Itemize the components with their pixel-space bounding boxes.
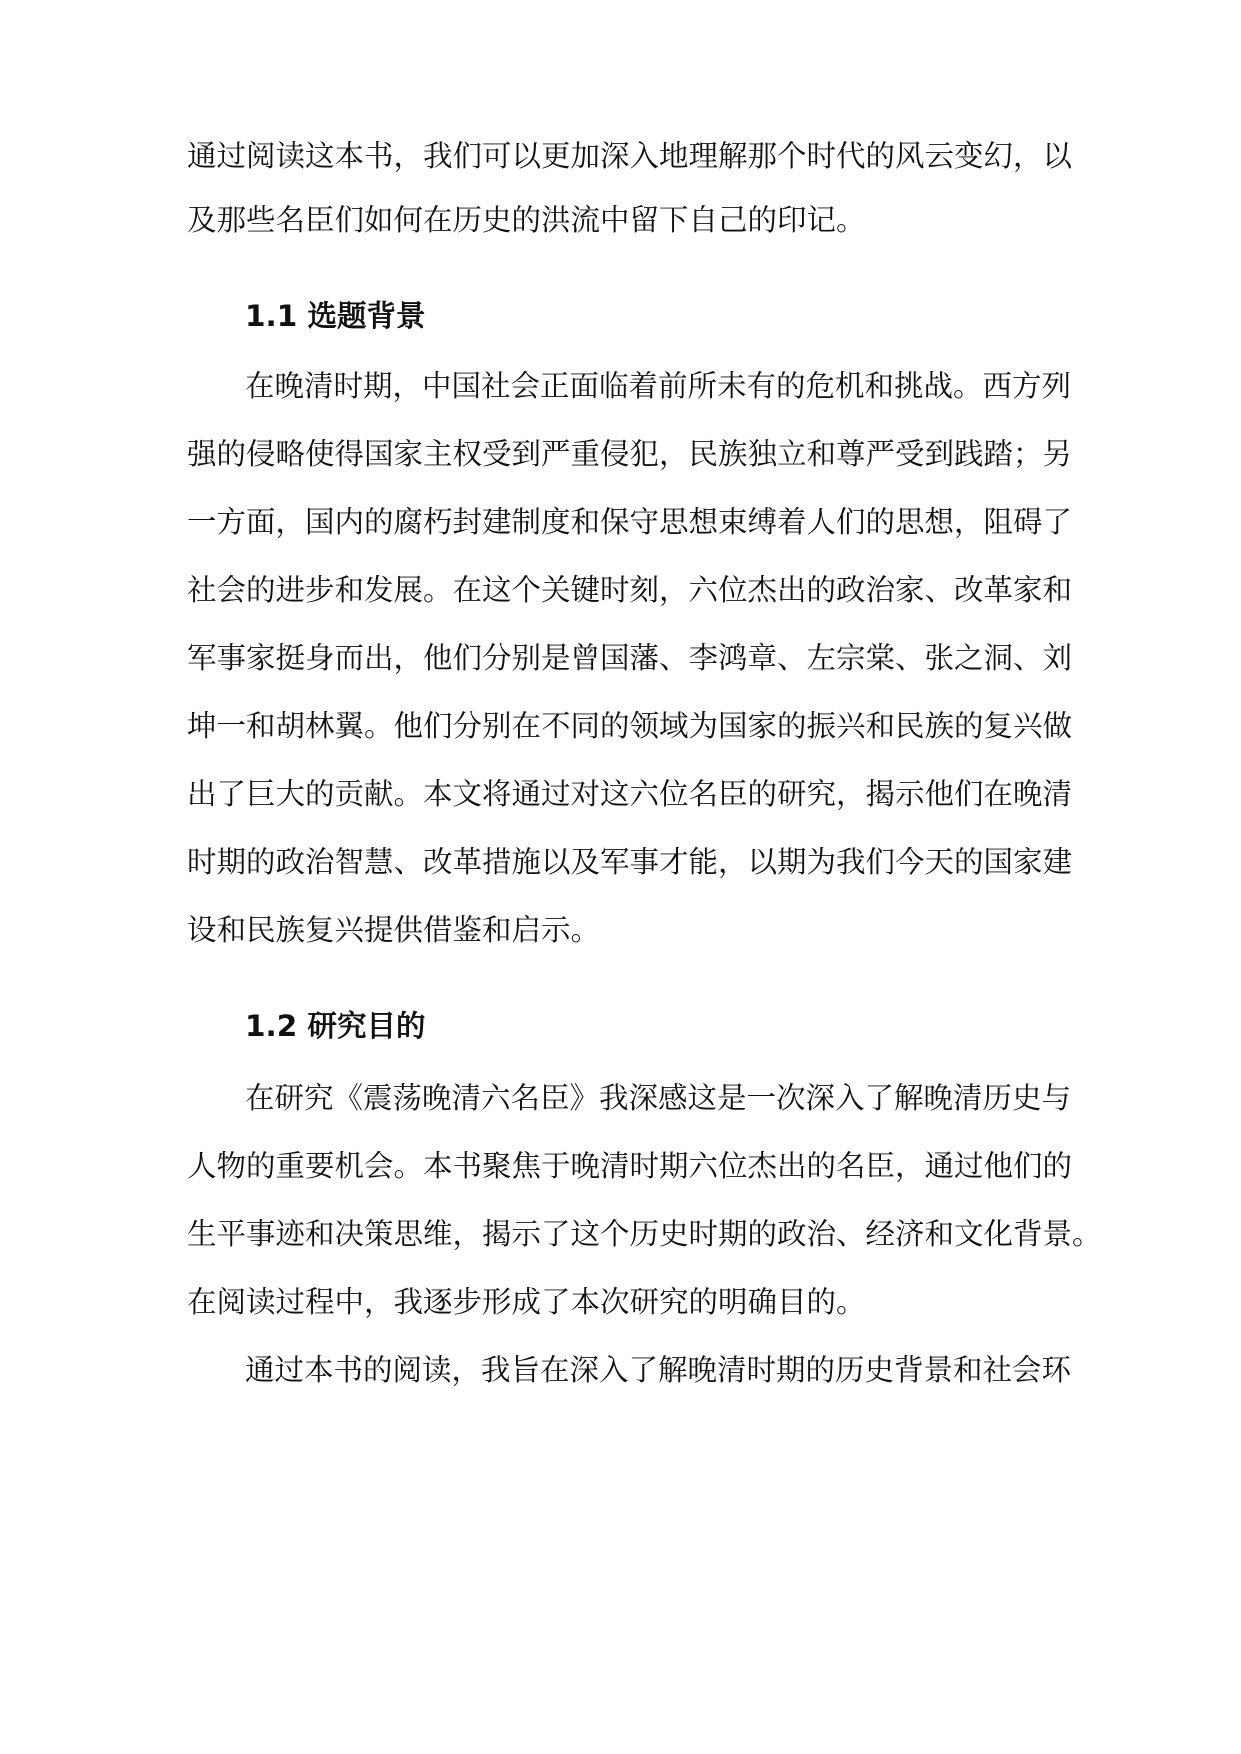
section-1-1-line-5: 军事家挺身而出，他们分别是曾国藩、李鸿章、左宗棠、张之洞、刘 bbox=[187, 641, 1073, 675]
section-heading-1-1: 1.1 选题背景 bbox=[245, 299, 426, 333]
section-1-2-line-2: 人物的重要机会。本书聚焦于晚清时期六位杰出的名臣，通过他们的 bbox=[187, 1149, 1073, 1183]
section-1-1-line-6: 坤一和胡林翼。他们分别在不同的领域为国家的振兴和民族的复兴做 bbox=[187, 709, 1073, 743]
section-1-1-line-3: 一方面，国内的腐朽封建制度和保守思想束缚着人们的思想，阻碍了 bbox=[187, 505, 1073, 539]
section-1-1-line-7: 出了巨大的贡献。本文将通过对这六位名臣的研究，揭示他们在晚清 bbox=[187, 777, 1073, 811]
section-1-2-line-4: 在阅读过程中，我逐步形成了本次研究的明确目的。 bbox=[187, 1285, 866, 1319]
section-1-2-line-5: 通过本书的阅读，我旨在深入了解晚清时期的历史背景和社会环 bbox=[245, 1353, 1072, 1387]
section-1-1-line-4: 社会的进步和发展。在这个关键时刻，六位杰出的政治家、改革家和 bbox=[187, 573, 1073, 607]
section-1-1-line-1: 在晚清时期，中国社会正面临着前所未有的危机和挑战。西方列 bbox=[245, 369, 1072, 403]
section-1-1-line-9: 设和民族复兴提供借鉴和启示。 bbox=[187, 913, 601, 947]
section-1-1-line-8: 时期的政治智慧、改革措施以及军事才能，以期为我们今天的国家建 bbox=[187, 845, 1073, 879]
section-1-2-line-1: 在研究《震荡晚清六名臣》我深感这是一次深入了解晚清历史与 bbox=[245, 1081, 1072, 1115]
section-1-1-line-2: 强的侵略使得国家主权受到严重侵犯，民族独立和尊严受到践踏；另 bbox=[187, 437, 1073, 471]
intro-line-2: 及那些名臣们如何在历史的洪流中留下自己的印记。 bbox=[187, 203, 866, 237]
section-1-2-line-3: 生平事迹和决策思维，揭示了这个历史时期的政治、经济和文化背景。 bbox=[187, 1217, 1102, 1251]
section-heading-1-2: 1.2 研究目的 bbox=[245, 1009, 426, 1043]
intro-line-1: 通过阅读这本书，我们可以更加深入地理解那个时代的风云变幻，以 bbox=[187, 139, 1073, 173]
